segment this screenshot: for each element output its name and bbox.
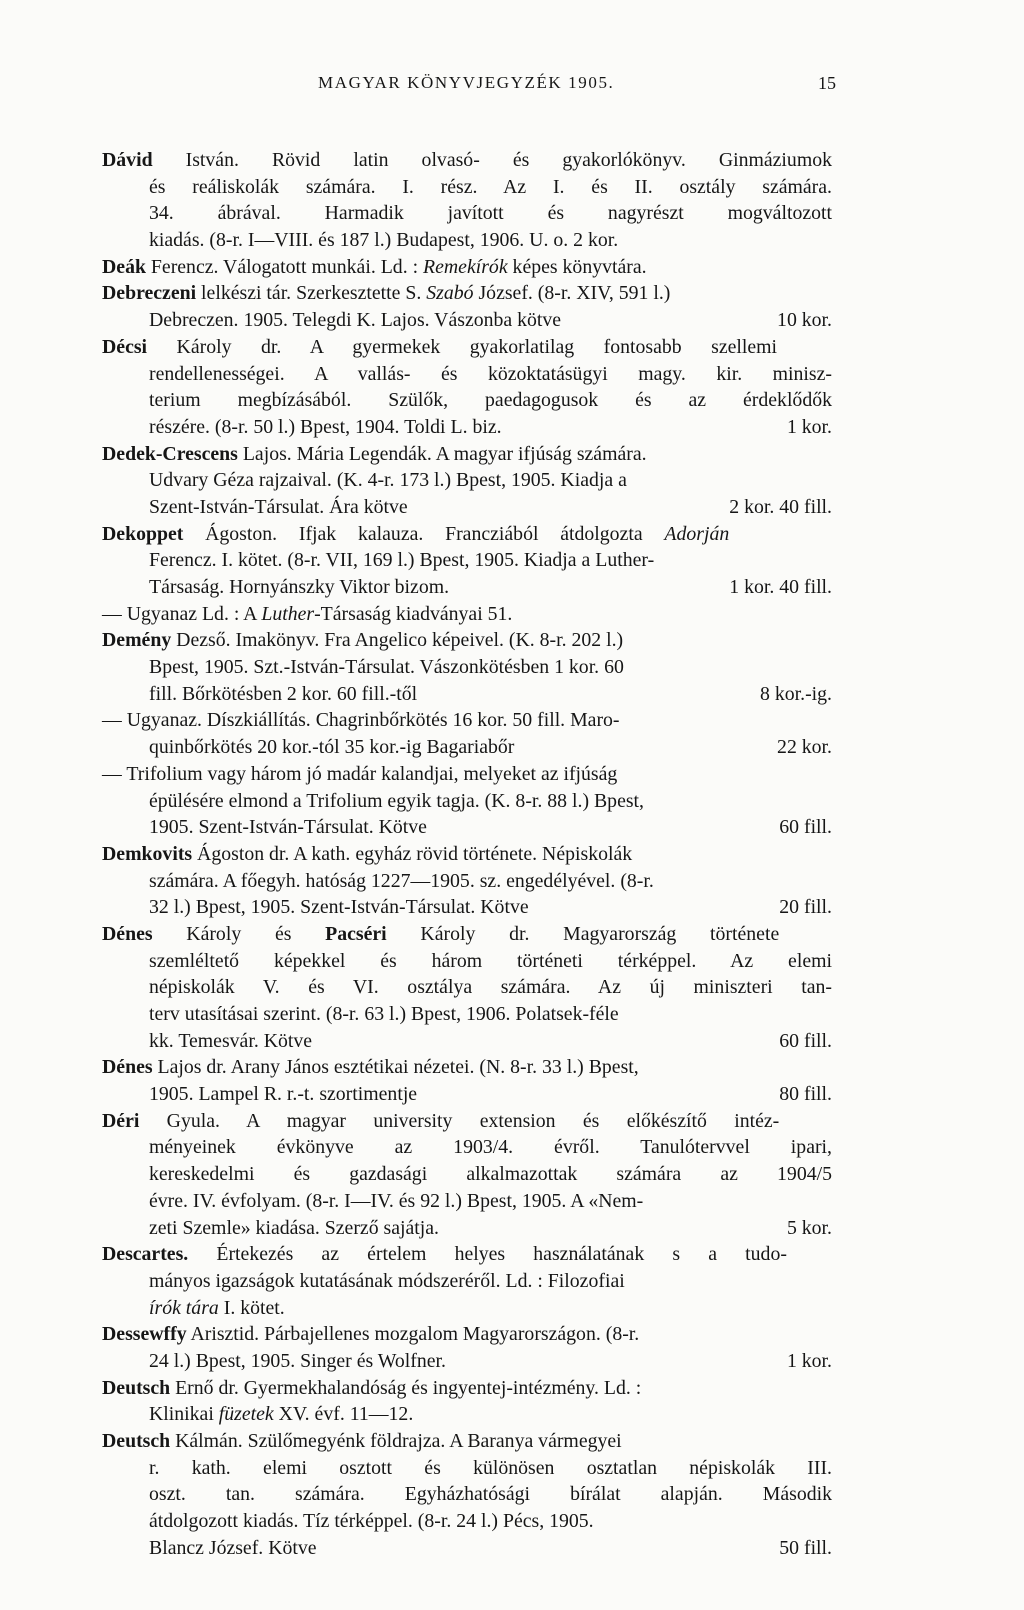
entry-text: terium megbízásából. Szülők, paedagogusok és az érdeklődők: [149, 389, 832, 412]
entry-text: Károly dr. Magyarország története: [386, 922, 780, 945]
running-header: [0, 73, 1024, 103]
entry-text: és reáliskolák számára. I. rész. Az I. és II. osztály számára.: [149, 175, 832, 198]
entry-line: [102, 1001, 832, 1028]
entry-text: 32 l.) Bpest, 1905. Szent-István-Társulat. Kötve: [149, 896, 529, 919]
author-name: Dénes: [102, 1056, 153, 1079]
entry-line: [102, 280, 832, 307]
entry-line: [102, 1241, 832, 1268]
author-name: Dessewffy: [102, 1323, 187, 1346]
entry-line: [102, 1161, 832, 1188]
price: 60 fill.: [779, 1029, 832, 1052]
author-name: Deutsch: [102, 1376, 171, 1399]
entry-text: fill. Bőrkötésben 2 kor. 60 fill.-től: [149, 682, 418, 705]
author-name: Dekoppet: [102, 522, 184, 545]
italic-text: Szabó: [426, 282, 474, 305]
price: 1 kor.: [786, 415, 832, 438]
author-name: Pacséri: [325, 922, 387, 945]
italic-text: Remekírók: [423, 255, 508, 278]
entry-text: 24 l.) Bpest, 1905. Singer és Wolfner.: [149, 1349, 446, 1372]
entry-line: [102, 841, 832, 868]
entry-line: [102, 1295, 832, 1322]
entry-line: [102, 1134, 832, 1161]
entry-text: — Ugyanaz. Díszkiállítás. Chagrinbőrkötés 16 kor. 50 fill. Maro-: [102, 709, 620, 732]
price: 5 kor.: [786, 1216, 832, 1239]
entry-text: részére. (8-r. 50 l.) Bpest, 1904. Toldi L. biz.: [149, 415, 502, 438]
entry-text: szemléltető képekkel és három történeti térképpel. Az elemi: [149, 949, 832, 972]
entry-line: [102, 1188, 832, 1215]
entry-text: Lajos. Mária Legendák. A magyar ifjúság számára.: [237, 442, 647, 465]
entry-text: Debreczen. 1905. Telegdi K. Lajos. Vászonba kötve: [149, 309, 562, 332]
entry-text: oszt. tan. számára. Egyházhatósági bírálat alapján. Második: [149, 1483, 832, 1506]
price: 22 kor.: [777, 736, 832, 759]
entry-text: 34. ábrával. Harmadik javított és nagyrészt mogváltozott: [149, 202, 832, 225]
entry-text: kereskedelmi és gazdasági alkalmazottak számára az 1904/5: [149, 1163, 832, 1186]
entry-text: Károly és: [152, 922, 326, 945]
entry-text: quinbőrkötés 20 kor.-tól 35 kor.-ig Bagariabőr: [149, 736, 515, 759]
entry-text: kiadás. (8-r. I—VIII. és 187 l.) Budapest, 1906. U. o. 2 kor.: [149, 229, 619, 252]
entry-line: [102, 788, 832, 815]
price: 8 kor.-ig.: [760, 682, 832, 705]
entry-text: — Ugyanaz Ld. : A: [102, 602, 262, 625]
entry-line: [102, 387, 832, 414]
entry-text: mányos igazságok kutatásának módszeréről. Ld. : Filozofiai: [149, 1269, 625, 1292]
author-name: Dénes: [102, 922, 153, 945]
price: 1 kor.: [786, 1349, 832, 1372]
author-name: Deutsch: [102, 1430, 171, 1452]
entry-text: terv utasításai szerint. (8-r. 63 l.) Bpest, 1906. Polatsek-féle: [149, 1003, 619, 1025]
price: 10 kor.: [777, 309, 832, 332]
price: 1 kor. 40 fill.: [729, 576, 832, 598]
author-name: Demkovits: [102, 842, 193, 865]
entry-text: Ernő dr. Gyermekhalandóság és ingyentej-intézmény. Ld. :: [170, 1376, 642, 1399]
entry-line: [102, 254, 832, 281]
entry-text: évre. IV. évfolyam. (8-r. I—IV. és 92 l.) Bpest, 1905. A «Nem-: [149, 1189, 644, 1212]
italic-text: füzetek: [218, 1403, 274, 1426]
entry-line: [102, 227, 832, 254]
entry-text: lelkészi tár. Szerkesztette S.: [196, 282, 427, 305]
entry-line: [102, 414, 832, 441]
entry-line: [102, 681, 832, 708]
entry-line: [102, 1508, 832, 1535]
running-title: MAGYAR KÖNYVJEGYZÉK 1905.: [318, 73, 615, 92]
entry-text: Kálmán. Szülőmegyénk földrajza. A Baranya vármegyei: [170, 1430, 622, 1452]
italic-text: Adorján: [664, 522, 730, 545]
entry-line: [102, 1215, 832, 1242]
entry-line: [102, 921, 832, 948]
entry-text: 1905. Szent-István-Társulat. Kötve: [149, 816, 427, 839]
entry-text: Ferencz. Válogatott munkái. Ld. :: [145, 255, 424, 278]
entry-line: [102, 1054, 832, 1081]
author-name: Dedek-Crescens: [102, 442, 238, 465]
author-name: Deák: [102, 255, 146, 278]
italic-text: Luther: [261, 602, 315, 625]
entry-text: Blancz József. Kötve: [149, 1536, 317, 1559]
entry-line: [102, 147, 832, 174]
price: 50 fill.: [779, 1536, 832, 1559]
entry-line: [102, 894, 832, 921]
entry-line: [102, 761, 832, 788]
entry-text: István. Rövid latin olvasó- és gyakorlókönyv. Ginmáziumok: [152, 149, 832, 171]
entry-text: ményeinek évkönyve az 1903/4. évről. Tanulótervvel ipari,: [149, 1136, 832, 1159]
entry-text: — Trifolium vagy három jó madár kalandjai, melyeket az ifjúság: [102, 762, 618, 785]
entry-text: Klinikai: [149, 1403, 219, 1426]
entry-text: József. (8-r. XIV, 591 l.): [473, 282, 671, 305]
entry-text: képes könyvtára.: [507, 255, 647, 278]
entry-line: [102, 441, 832, 468]
page-number: 15: [818, 73, 836, 93]
entry-line: [102, 1375, 832, 1402]
entry-line: [102, 334, 832, 361]
entry-line: [102, 601, 832, 628]
entry-line: [102, 200, 832, 227]
entry-text: Ágoston. Ifjak kalauza. Francziából átdolgozta: [183, 522, 665, 545]
entry-text: Lajos dr. Arany János esztétikai nézetei. (N. 8-r. 33 l.) Bpest,: [152, 1056, 639, 1079]
entry-line: [102, 574, 832, 601]
entry-text: épülésére elmond a Trifolium egyik tagja. (K. 8-r. 88 l.) Bpest,: [149, 789, 644, 812]
entry-line: [102, 1481, 832, 1508]
price: 2 kor. 40 fill.: [729, 495, 832, 518]
entry-line: [102, 1081, 832, 1108]
entry-line: [102, 1268, 832, 1295]
entry-line: [102, 547, 832, 574]
entry-line: [102, 814, 832, 841]
entry-line: [102, 1321, 832, 1348]
author-name: Debreczeni: [102, 282, 197, 305]
entry-line: [102, 1108, 832, 1135]
bibliography-entries: [102, 147, 832, 1561]
entry-text: 1905. Lampel R. r.-t. szortimentje: [149, 1083, 418, 1106]
price: 60 fill.: [779, 816, 832, 839]
author-name: Demény: [102, 629, 172, 652]
entry-line: [102, 521, 832, 548]
italic-text: írók tára: [149, 1296, 219, 1319]
entry-text: Károly dr. A gyermekek gyakorlatilag fontosabb szellemi: [147, 335, 778, 358]
entry-text: Ferencz. I. kötet. (8-r. VII, 169 l.) Bpest, 1905. Kiadja a Luther-: [149, 549, 655, 572]
entry-text: népiskolák V. és VI. osztálya számára. Az új miniszteri tan-: [149, 976, 832, 999]
price: 20 fill.: [779, 896, 832, 919]
entry-line: [102, 1535, 832, 1562]
entry-line: [102, 361, 832, 388]
entry-line: [102, 1455, 832, 1482]
entry-text: Társaság. Hornyánszky Viktor bizom.: [149, 576, 450, 598]
entry-text: Értekezés az értelem helyes használatának s a tudo-: [188, 1243, 787, 1266]
entry-text: számára. A főegyh. hatóság 1227—1905. sz. engedélyével. (8-r.: [149, 869, 654, 892]
entry-text: Arisztid. Párbajellenes mozgalom Magyarországon. (8-r.: [186, 1323, 640, 1346]
entry-line: [102, 174, 832, 201]
entry-text: Udvary Géza rajzaival. (K. 4-r. 173 l.) Bpest, 1905. Kiadja a: [149, 469, 627, 492]
entry-line: [102, 948, 832, 975]
entry-text: XV. évf. 11—12.: [273, 1403, 414, 1426]
entry-line: [102, 974, 832, 1001]
entry-text: Gyula. A magyar university extension és előkészítő intéz-: [139, 1109, 780, 1132]
author-name: Déri: [102, 1109, 140, 1132]
entry-line: [102, 1428, 832, 1455]
entry-text: Szent-István-Társulat. Ára kötve: [149, 495, 408, 518]
entry-text: r. kath. elemi osztott és különösen osztatlan népiskolák III.: [149, 1456, 832, 1479]
author-name: Décsi: [102, 335, 148, 358]
price: 80 fill.: [779, 1083, 832, 1106]
entry-text: Dezső. Imakönyv. Fra Angelico képeivel. (K. 8-r. 202 l.): [171, 629, 624, 652]
entry-line: [102, 1028, 832, 1055]
entry-line: [102, 868, 832, 895]
entry-text: rendellenességei. A vallás- és közoktatásügyi magy. kir. minisz-: [149, 362, 832, 385]
entry-text: átdolgozott kiadás. Tíz térképpel. (8-r. 24 l.) Pécs, 1905.: [149, 1510, 594, 1533]
entry-text: Bpest, 1905. Szt.-István-Társulat. Vászonkötésben 1 kor. 60: [149, 656, 624, 679]
entry-text: kk. Temesvár. Kötve: [149, 1029, 313, 1052]
entry-line: [102, 734, 832, 761]
author-name: Dávid: [102, 149, 153, 171]
entry-line: [102, 494, 832, 521]
entry-text: -Társaság kiadványai 51.: [314, 602, 513, 625]
entry-text: Ágoston dr. A kath. egyház rövid története. Népiskolák: [192, 842, 633, 865]
entry-line: [102, 467, 832, 494]
entry-line: [102, 1348, 832, 1375]
entry-line: [102, 307, 832, 334]
entry-line: [102, 1401, 832, 1428]
author-name: Descartes.: [102, 1243, 189, 1266]
entry-text: I. kötet.: [218, 1296, 285, 1319]
entry-line: [102, 627, 832, 654]
entry-text: zeti Szemle» kiadása. Szerző sajátja.: [149, 1216, 439, 1239]
entry-line: [102, 707, 832, 734]
entry-line: [102, 654, 832, 681]
